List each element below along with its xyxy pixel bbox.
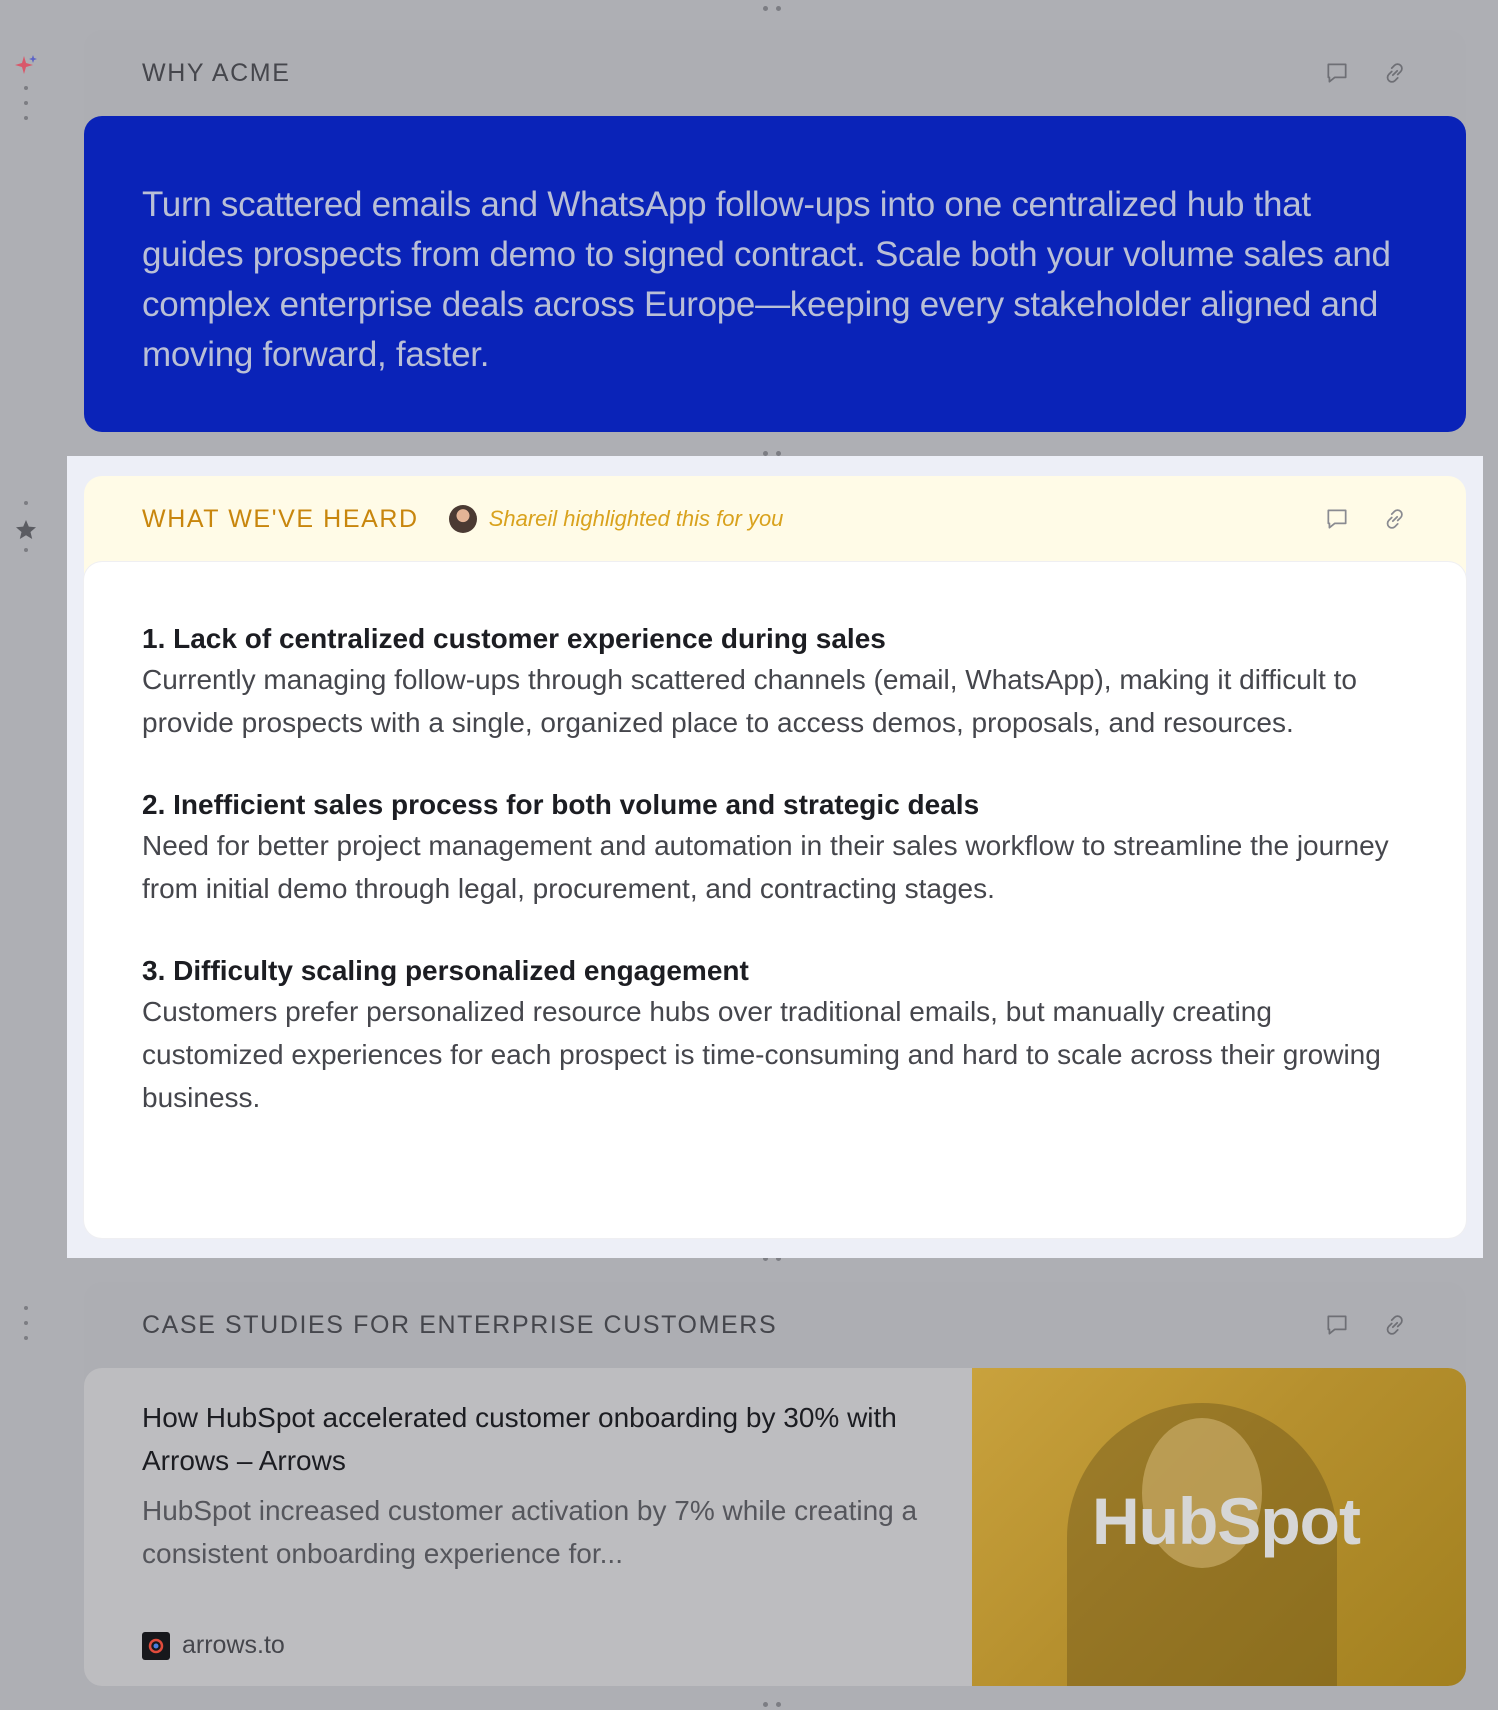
- sparkle-icon[interactable]: [14, 54, 38, 78]
- value-proposition-text: Turn scattered emails and WhatsApp follow-ups into one centralized hub that guides prospects from demo to signed contract. Scale both your volume sales and complex enterprise deals across Europe—keeping every stakeholder aligned and moving forward, faster.: [84, 116, 1466, 432]
- drag-handle-icon[interactable]: [24, 86, 28, 131]
- section-header: [84, 1282, 1466, 1368]
- case-study-title[interactable]: How HubSpot accelerated customer onboarding by 30% with Arrows – Arrows: [142, 1402, 897, 1476]
- case-study-description: HubSpot increased customer activation by 7% while creating a consistent onboarding experience for...: [142, 1495, 918, 1569]
- reorder-handle-top[interactable]: [763, 6, 781, 11]
- pain-point-title: 3. Difficulty scaling personalized engagement: [142, 955, 749, 986]
- section-header: [84, 476, 1466, 562]
- link-icon[interactable]: [1382, 1312, 1408, 1338]
- hubspot-logo: HubSpot: [1092, 1484, 1360, 1558]
- comment-icon[interactable]: [1324, 60, 1350, 86]
- pain-point-body: Customers prefer personalized resource hubs over traditional emails, but manually creating customized experiences for each prospect is time-consuming and hard to scale across their growing business.: [142, 996, 1381, 1113]
- pain-point-title: 2. Inefficient sales process for both volume and strategic deals: [142, 789, 980, 820]
- pain-point: [142, 786, 1408, 910]
- highlight-note: Shareil highlighted this for you: [488, 506, 784, 531]
- section-header: [84, 30, 1466, 116]
- link-icon[interactable]: [1382, 506, 1408, 532]
- pain-point: [142, 620, 1408, 744]
- what-weve-heard-section: [84, 476, 1466, 1238]
- section-title: WHY ACME: [142, 58, 291, 87]
- pain-point-title: 1. Lack of centralized customer experience during sales: [142, 623, 886, 654]
- section-title: CASE STUDIES FOR ENTERPRISE CUSTOMERS: [142, 1310, 778, 1339]
- reorder-handle-3[interactable]: [763, 1702, 781, 1707]
- case-studies-section: [84, 1282, 1466, 1686]
- comment-icon[interactable]: [1324, 506, 1350, 532]
- section-title: WHAT WE'VE HEARD: [142, 504, 419, 533]
- drag-handle-icon[interactable]: [24, 1306, 28, 1351]
- drag-handle-icon[interactable]: [24, 548, 28, 563]
- link-icon[interactable]: [1382, 60, 1408, 86]
- why-acme-section: [84, 30, 1466, 432]
- case-study-source[interactable]: [142, 1631, 285, 1660]
- comment-icon[interactable]: [1324, 1312, 1350, 1338]
- arrows-favicon-icon: [142, 1632, 170, 1660]
- pain-point-body: Need for better project management and automation in their sales workflow to streamline the journey from initial demo through legal, procurement, and contracting stages.: [142, 830, 1389, 904]
- case-study-card[interactable]: [84, 1368, 1466, 1686]
- avatar: [449, 505, 477, 533]
- case-study-thumbnail: [972, 1368, 1466, 1686]
- star-icon[interactable]: [14, 518, 38, 542]
- drag-handle-icon[interactable]: [24, 501, 28, 516]
- pain-points-card: [84, 562, 1466, 1238]
- source-domain: arrows.to: [182, 1631, 285, 1659]
- pain-point: [142, 952, 1408, 1119]
- pain-point-body: Currently managing follow-ups through scattered channels (email, WhatsApp), making it difficult to provide prospects with a single, organized place to access demos, proposals, and resources.: [142, 664, 1357, 738]
